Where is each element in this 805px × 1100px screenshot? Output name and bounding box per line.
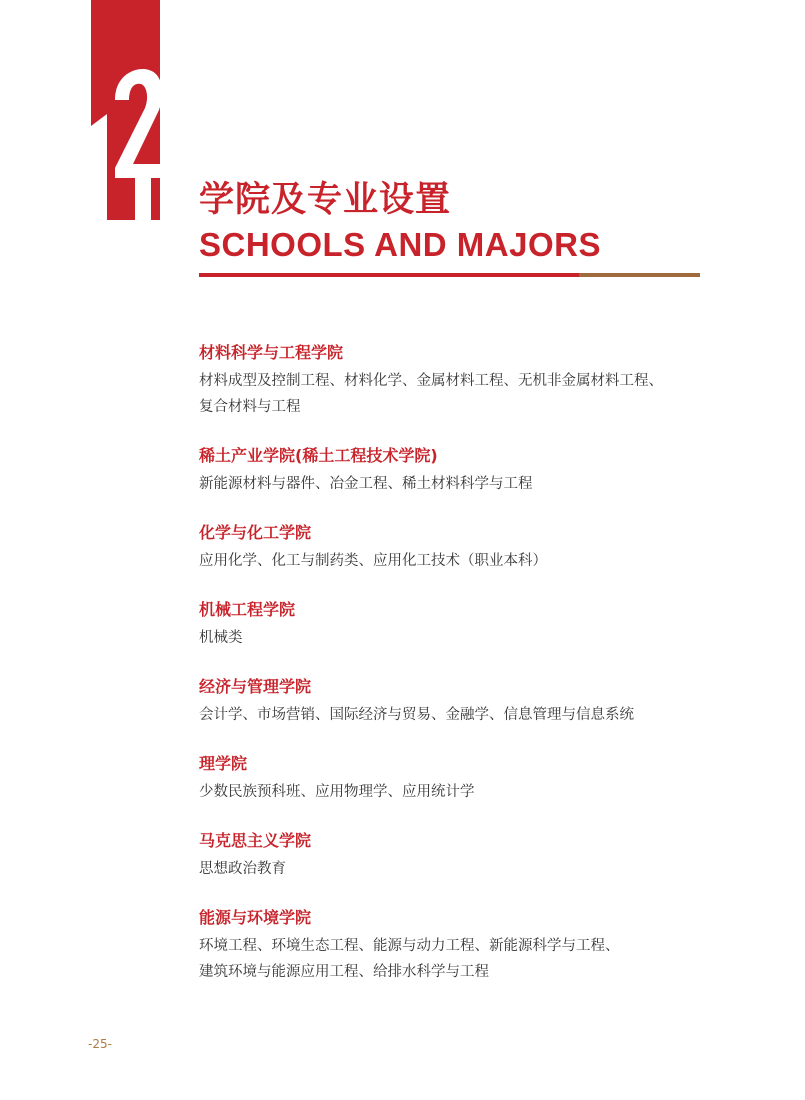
school-majors [199,368,759,420]
majors-line: 新能源材料与器件、冶金工程、稀土材料科学与工程 [199,476,533,492]
school-majors [199,933,759,985]
school-name: 化学与化工学院 [199,523,312,542]
digit-two-stem [135,178,151,220]
school-name: 理学院 [199,754,248,773]
majors-line: 应用化学、化工与制药类、应用化工技术（职业本科） [199,553,547,569]
digit-two-shape [115,69,163,178]
school-majors [199,625,759,651]
majors-line: 环境工程、环境生态工程、能源与动力工程、新能源科学与工程、 [199,938,620,954]
majors-line: 复合材料与工程 [199,399,301,415]
chapter-title-en: SCHOOLS AND MAJORS [199,226,601,263]
chapter-title-cn: 学院及专业设置 [199,180,452,220]
school-entry [199,750,759,805]
page-number: -25- [88,1037,112,1051]
school-name: 马克思主义学院 [199,831,312,850]
school-entry [199,442,759,497]
majors-line: 建筑环境与能源应用工程、给排水科学与工程 [199,964,489,980]
school-name: 材料科学与工程学院 [199,343,344,362]
school-entry [199,519,759,574]
school-name: 机械工程学院 [199,600,296,619]
school-majors [199,856,759,882]
chapter-number-graphic [85,52,170,227]
title-underline-gold [579,273,700,277]
majors-line: 思想政治教育 [199,861,286,877]
school-majors [199,702,759,728]
school-entry [199,596,759,651]
school-entry [199,673,759,728]
schools-list [199,339,759,1007]
majors-line: 少数民族预科班、应用物理学、应用统计学 [199,784,475,800]
digit-one-shape [91,114,107,220]
school-entry [199,339,759,420]
majors-line: 机械类 [199,630,243,646]
majors-line: 会计学、市场营销、国际经济与贸易、金融学、信息管理与信息系统 [199,707,634,723]
title-underline-red [199,273,579,277]
school-entry [199,904,759,985]
majors-line: 材料成型及控制工程、材料化学、金属材料工程、无机非金属材料工程、 [199,373,663,389]
school-entry [199,827,759,882]
school-majors [199,779,759,805]
school-majors [199,548,759,574]
school-name: 能源与环境学院 [199,908,312,927]
school-majors [199,471,759,497]
school-name: 经济与管理学院 [199,677,312,696]
school-name: 稀土产业学院(稀土工程技术学院) [199,446,438,465]
